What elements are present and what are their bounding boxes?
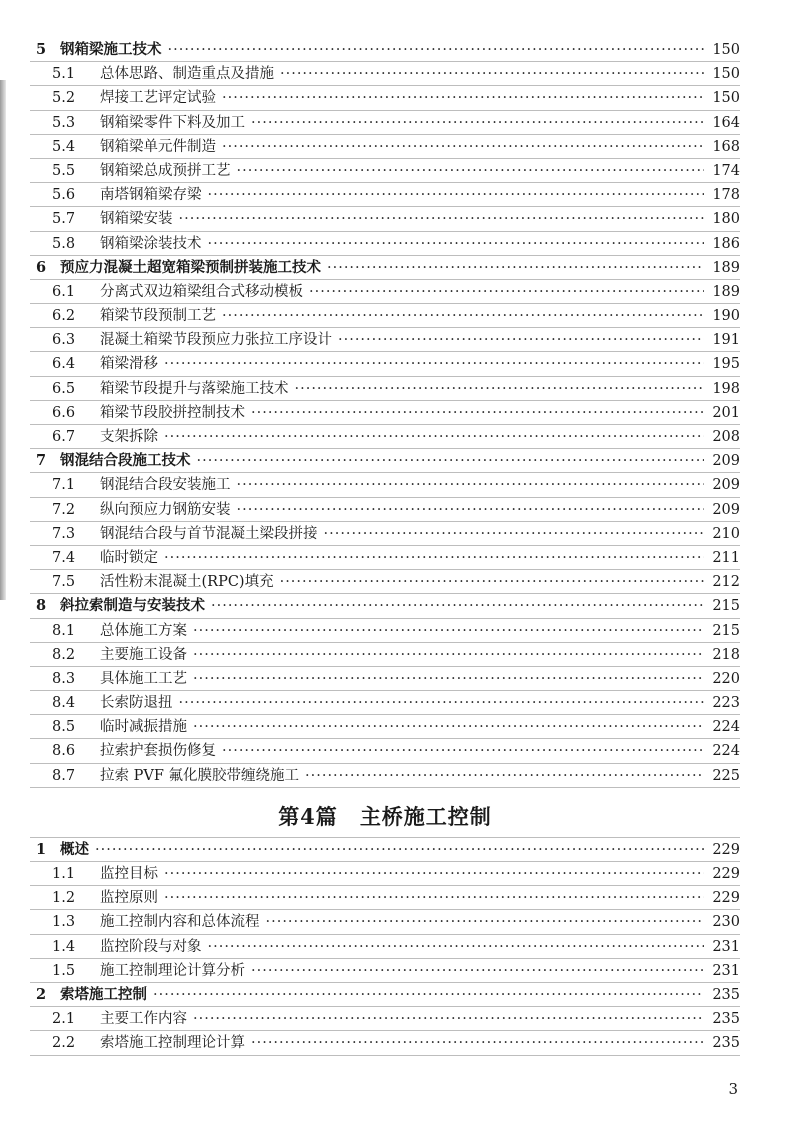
entry-title: 钢箱梁涂装技术 [100, 235, 202, 252]
toc-section-entry[interactable] [30, 619, 740, 643]
entry-number: 6.6 [52, 404, 76, 421]
page-spine-shadow [0, 80, 6, 600]
entry-number: 8.4 [52, 695, 76, 712]
toc-section-entry[interactable] [30, 232, 740, 256]
dot-leader [164, 550, 704, 566]
entry-page: 229 [712, 890, 740, 907]
dot-leader [95, 842, 704, 858]
toc-section-entry[interactable] [30, 111, 740, 135]
entry-page: 210 [712, 525, 740, 542]
toc-section-entry[interactable] [30, 1031, 740, 1055]
entry-title: 长索防退扭 [100, 695, 173, 712]
toc-chapter-entry[interactable] [30, 983, 740, 1007]
entry-page: 150 [712, 90, 740, 107]
toc-section-entry[interactable] [30, 570, 740, 594]
entry-title: 分离式双边箱梁组合式移动模板 [100, 283, 303, 300]
entry-number: 2.2 [52, 1035, 76, 1052]
entry-number: 7.4 [52, 549, 76, 566]
entry-title: 主要施工设备 [100, 646, 187, 663]
entry-title: 钢箱梁施工技术 [60, 41, 162, 58]
entry-title: 钢箱梁零件下料及加工 [100, 114, 245, 131]
entry-title: 临时减振措施 [100, 719, 187, 736]
entry-number: 2 [36, 985, 47, 1003]
entry-number: 7.1 [52, 477, 76, 494]
entry-page: 190 [712, 308, 740, 325]
dot-leader [251, 963, 704, 979]
dot-leader [280, 574, 704, 590]
dot-leader [208, 236, 705, 252]
dot-leader [193, 623, 704, 639]
entry-page: 230 [712, 914, 740, 931]
entry-number: 8 [36, 597, 47, 615]
toc-section-entry[interactable] [30, 764, 740, 788]
entry-number: 1.5 [52, 962, 76, 979]
dot-leader [193, 1011, 704, 1027]
entry-page: 178 [712, 187, 740, 204]
dot-leader [266, 914, 705, 930]
entry-page: 231 [712, 938, 740, 955]
dot-leader [237, 477, 705, 493]
entry-page: 189 [712, 283, 740, 300]
dot-leader [338, 332, 704, 348]
entry-page: 180 [712, 211, 740, 228]
dot-leader [197, 453, 705, 469]
toc-section-entry[interactable] [30, 691, 740, 715]
page-number: 3 [728, 1080, 738, 1098]
toc-section-entry[interactable] [30, 280, 740, 304]
entry-number: 2.1 [52, 1011, 76, 1028]
dot-leader [193, 671, 704, 687]
entry-page: 191 [712, 332, 740, 349]
entry-title: 南塔钢箱梁存梁 [100, 187, 202, 204]
dot-leader [164, 356, 704, 372]
dot-leader [327, 260, 704, 276]
entry-number: 1.1 [52, 866, 76, 882]
toc-section-entry[interactable] [30, 739, 740, 763]
toc-section-entry[interactable] [30, 425, 740, 449]
entry-number: 5.3 [52, 114, 76, 131]
toc-section-entry[interactable] [30, 352, 740, 376]
dot-leader [309, 284, 704, 300]
entry-title: 监控阶段与对象 [100, 938, 202, 955]
toc-group-part3 [30, 38, 740, 788]
entry-title: 钢混结合段安装施工 [100, 477, 231, 494]
entry-page: 229 [712, 841, 740, 858]
entry-page: 231 [712, 962, 740, 979]
entry-page: 215 [712, 598, 740, 615]
entry-title: 主要工作内容 [100, 1011, 187, 1028]
entry-page: 209 [712, 453, 740, 470]
entry-title: 箱梁滑移 [100, 356, 158, 373]
entry-title: 施工控制内容和总体流程 [100, 914, 260, 931]
entry-page: 150 [712, 42, 740, 58]
toc-section-entry[interactable] [30, 886, 740, 910]
entry-title: 钢箱梁总成预拼工艺 [100, 162, 231, 179]
entry-title: 施工控制理论计算分析 [100, 962, 245, 979]
entry-page: 235 [712, 986, 740, 1003]
entry-page: 150 [712, 66, 740, 83]
entry-number: 8.1 [52, 622, 76, 639]
entry-title: 拉索护套损伤修复 [100, 743, 216, 760]
entry-title: 临时锁定 [100, 549, 158, 566]
entry-page: 215 [712, 622, 740, 639]
entry-page: 229 [712, 866, 740, 882]
entry-number: 1.2 [52, 890, 76, 907]
entry-number: 6.3 [52, 332, 76, 349]
toc-section-entry[interactable] [30, 473, 740, 497]
entry-number: 6 [36, 258, 47, 276]
entry-page: 223 [712, 695, 740, 712]
entry-number: 8.7 [52, 767, 76, 784]
toc-section-entry[interactable] [30, 207, 740, 231]
dot-leader [208, 187, 705, 203]
entry-number: 7.3 [52, 525, 76, 542]
entry-title: 预应力混凝土超宽箱梁预制拼装施工技术 [60, 258, 321, 276]
entry-page: 211 [712, 549, 740, 566]
entry-page: 174 [712, 162, 740, 179]
entry-number: 6.2 [52, 308, 76, 325]
entry-title: 总体施工方案 [100, 622, 187, 639]
entry-page: 212 [712, 574, 740, 591]
toc-section-entry[interactable] [30, 546, 740, 570]
entry-number: 6.5 [52, 380, 76, 397]
toc-section-entry[interactable] [30, 183, 740, 207]
entry-page: 235 [712, 1011, 740, 1028]
dot-leader [222, 139, 704, 155]
part-title: 主桥施工控制 [359, 803, 492, 829]
toc-chapter-entry[interactable] [30, 449, 740, 473]
dot-leader [305, 768, 704, 784]
entry-page: 168 [712, 138, 740, 155]
entry-number: 5.4 [52, 138, 76, 155]
entry-number: 1 [36, 840, 47, 858]
entry-page: 189 [712, 259, 740, 276]
entry-title: 索塔施工控制 [60, 985, 147, 1003]
entry-number: 5.5 [52, 162, 76, 179]
entry-page: 220 [712, 670, 740, 687]
entry-title: 支架拆除 [100, 429, 158, 445]
entry-title: 活性粉末混凝土(RPC)填充 [100, 574, 274, 591]
entry-title: 斜拉索制造与安装技术 [60, 597, 205, 615]
table-of-contents [30, 38, 740, 1056]
entry-number: 5.1 [52, 66, 76, 83]
dot-leader [251, 115, 704, 131]
toc-chapter-entry[interactable] [30, 38, 740, 62]
entry-title: 纵向预应力钢筋安装 [100, 501, 231, 518]
toc-section-entry[interactable] [30, 715, 740, 739]
entry-title: 钢箱梁安装 [100, 211, 173, 228]
entry-title: 钢混结合段施工技术 [60, 452, 191, 470]
toc-section-entry[interactable] [30, 159, 740, 183]
entry-number: 8.3 [52, 670, 76, 687]
toc-section-entry[interactable] [30, 1007, 740, 1031]
entry-number: 1.4 [52, 938, 76, 955]
dot-leader [193, 647, 704, 663]
toc-group-part4 [30, 838, 740, 1056]
dot-leader [179, 695, 705, 711]
entry-title: 箱梁节段预制工艺 [100, 308, 216, 325]
entry-number: 8.2 [52, 646, 76, 663]
entry-title: 总体思路、制造重点及措施 [100, 66, 274, 83]
entry-page: 198 [712, 380, 740, 397]
dot-leader [222, 308, 704, 324]
entry-number: 7.5 [52, 574, 76, 591]
entry-title: 监控原则 [100, 890, 158, 907]
entry-number: 5.8 [52, 235, 76, 252]
entry-number: 8.6 [52, 743, 76, 760]
entry-number: 5.2 [52, 90, 76, 107]
entry-number: 7.2 [52, 501, 76, 518]
toc-section-entry[interactable] [30, 304, 740, 328]
entry-title: 箱梁节段提升与落梁施工技术 [100, 380, 289, 397]
entry-page: 209 [712, 477, 740, 494]
entry-page: 186 [712, 235, 740, 252]
entry-number: 5.6 [52, 187, 76, 204]
toc-section-entry[interactable] [30, 910, 740, 934]
toc-section-entry[interactable] [30, 522, 740, 546]
toc-section-entry[interactable] [30, 935, 740, 959]
entry-title: 具体施工工艺 [100, 670, 187, 687]
toc-section-entry[interactable] [30, 135, 740, 159]
entry-title: 箱梁节段胶拼控制技术 [100, 404, 245, 421]
dot-leader [193, 719, 704, 735]
dot-leader [237, 502, 705, 518]
entry-page: 164 [712, 114, 740, 131]
dot-leader [164, 866, 704, 882]
entry-title: 焊接工艺评定试验 [100, 90, 216, 107]
part-prefix: 第4篇 [278, 803, 338, 829]
dot-leader [295, 381, 705, 397]
entry-title: 混凝土箱梁节段预应力张拉工序设计 [100, 332, 332, 349]
toc-section-entry[interactable] [30, 498, 740, 522]
toc-chapter-entry[interactable] [30, 838, 740, 862]
dot-leader [153, 987, 704, 1003]
toc-section-entry[interactable] [30, 959, 740, 983]
dot-leader [164, 429, 704, 445]
part-heading [30, 788, 740, 838]
dot-leader [179, 211, 705, 227]
toc-section-entry[interactable] [30, 401, 740, 425]
dot-leader [237, 163, 705, 179]
entry-page: 218 [712, 646, 740, 663]
toc-section-entry[interactable] [30, 86, 740, 110]
toc-section-entry[interactable] [30, 667, 740, 691]
toc-section-entry[interactable] [30, 377, 740, 401]
dot-leader [211, 598, 704, 614]
entry-number: 6.1 [52, 283, 76, 300]
entry-title: 钢混结合段与首节混凝土梁段拼接 [100, 525, 318, 542]
toc-chapter-entry[interactable] [30, 256, 740, 280]
dot-leader [280, 66, 704, 82]
entry-title: 概述 [60, 840, 89, 858]
entry-number: 5 [36, 41, 47, 58]
entry-page: 224 [712, 719, 740, 736]
entry-page: 208 [712, 429, 740, 445]
entry-page: 225 [712, 767, 740, 784]
entry-title: 监控目标 [100, 866, 158, 882]
dot-leader [251, 405, 704, 421]
dot-leader [222, 90, 704, 106]
entry-page: 235 [712, 1035, 740, 1052]
toc-section-entry[interactable] [30, 62, 740, 86]
toc-section-entry[interactable] [30, 643, 740, 667]
entry-title: 拉索 PVF 氟化膜胶带缠绕施工 [100, 767, 300, 784]
dot-leader [251, 1035, 704, 1051]
entry-number: 6.4 [52, 356, 76, 373]
dot-leader [222, 743, 704, 759]
dot-leader [164, 890, 704, 906]
dot-leader [168, 42, 705, 58]
entry-number: 8.5 [52, 719, 76, 736]
entry-page: 209 [712, 501, 740, 518]
entry-number: 7 [36, 452, 47, 470]
entry-page: 224 [712, 743, 740, 760]
toc-chapter-entry[interactable] [30, 594, 740, 618]
dot-leader [324, 526, 705, 542]
entry-number: 1.3 [52, 914, 76, 931]
entry-page: 195 [712, 356, 740, 373]
entry-number: 5.7 [52, 211, 76, 228]
toc-section-entry[interactable] [30, 862, 740, 886]
entry-title: 钢箱梁单元件制造 [100, 138, 216, 155]
entry-title: 索塔施工控制理论计算 [100, 1035, 245, 1052]
entry-page: 201 [712, 404, 740, 421]
toc-section-entry[interactable] [30, 328, 740, 352]
dot-leader [208, 939, 705, 955]
entry-number: 6.7 [52, 429, 76, 445]
